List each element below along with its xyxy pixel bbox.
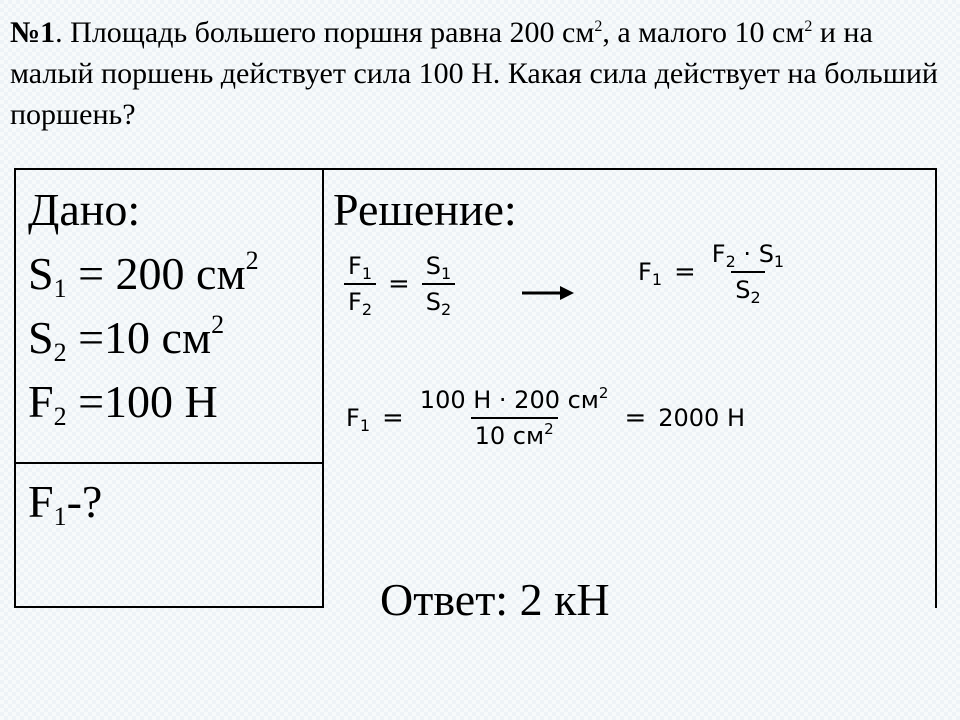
- table-bottom-border: [14, 606, 324, 608]
- formula3-fraction: [416, 386, 613, 450]
- formula3-numerator: 100 Н · 200 $см^2$: [419, 384, 609, 414]
- formula-f1-expression: [638, 240, 788, 307]
- force-ratio-denominator: $F_2$: [344, 283, 376, 316]
- table-top-border: [14, 168, 937, 170]
- table-column-divider: [322, 168, 324, 608]
- s1-symbol: S: [28, 248, 54, 299]
- formula2-equals: =: [674, 257, 696, 287]
- formula-ratio: [344, 252, 455, 319]
- problem-sup2: 2: [804, 18, 813, 35]
- s2-value: =10 см: [66, 312, 212, 363]
- problem-sup1: 2: [594, 18, 603, 35]
- given-f2: [28, 370, 259, 434]
- table-left-border: [14, 168, 16, 608]
- s2-symbol: S: [28, 312, 54, 363]
- problem-text-part2: , а малого 10 см: [602, 16, 805, 49]
- s1-subscript: 1: [53, 274, 67, 303]
- formula-ratio-equals: =: [388, 269, 410, 299]
- given-section: [28, 178, 259, 434]
- solution-title: Решение:: [333, 184, 517, 235]
- area-ratio-fraction: [422, 252, 455, 319]
- formula2-lhs: $F_1$: [638, 258, 662, 289]
- problem-text-part1: . Площадь большего поршня равна 200 см: [55, 16, 595, 49]
- answer-text: Ответ: 2 кН: [380, 574, 610, 625]
- given-s2: [28, 306, 259, 370]
- f2-symbol: F: [28, 376, 54, 427]
- formula2-numerator: $F_2 \cdot S_1$: [711, 240, 785, 271]
- find-subscript: 1: [53, 502, 67, 531]
- force-ratio-numerator: $F_1$: [348, 252, 372, 283]
- formula2-fraction: [708, 240, 788, 307]
- formula2-denominator: $S_2$: [731, 271, 764, 304]
- formula3-equals-result: =: [624, 403, 647, 433]
- s1-value: = 200 см: [66, 248, 246, 299]
- table-right-border: [935, 168, 937, 608]
- problem-statement: [10, 12, 950, 135]
- find-question: -?: [66, 476, 103, 527]
- find-section: [28, 470, 102, 534]
- formula3-lhs: $F_1$: [346, 404, 370, 435]
- area-ratio-denominator: $S_2$: [422, 283, 455, 316]
- problem-text-part3: и на малый поршень действует сила 100 Н. Какая сила действует на больший поршень?: [10, 16, 938, 131]
- formula3-denominator: 10 $см^2$: [471, 417, 558, 450]
- formula-calculation: [346, 386, 745, 450]
- formula3-equals: =: [382, 403, 404, 433]
- right-arrow-icon: [522, 284, 574, 302]
- s1-superscript: 2: [245, 246, 259, 275]
- f2-value: =100 Н: [66, 376, 218, 427]
- formula3-result: 2000 Н: [658, 404, 746, 432]
- area-ratio-numerator: $S_1$: [425, 252, 452, 283]
- given-s1: [28, 242, 259, 306]
- given-find-divider: [14, 462, 324, 464]
- find-symbol: F: [28, 476, 54, 527]
- s2-subscript: 2: [53, 338, 67, 367]
- s2-superscript: 2: [211, 310, 225, 339]
- force-ratio-fraction: [344, 252, 376, 319]
- problem-number: №1: [10, 16, 56, 49]
- f2-subscript: 2: [53, 402, 67, 431]
- given-title: Дано:: [28, 184, 141, 235]
